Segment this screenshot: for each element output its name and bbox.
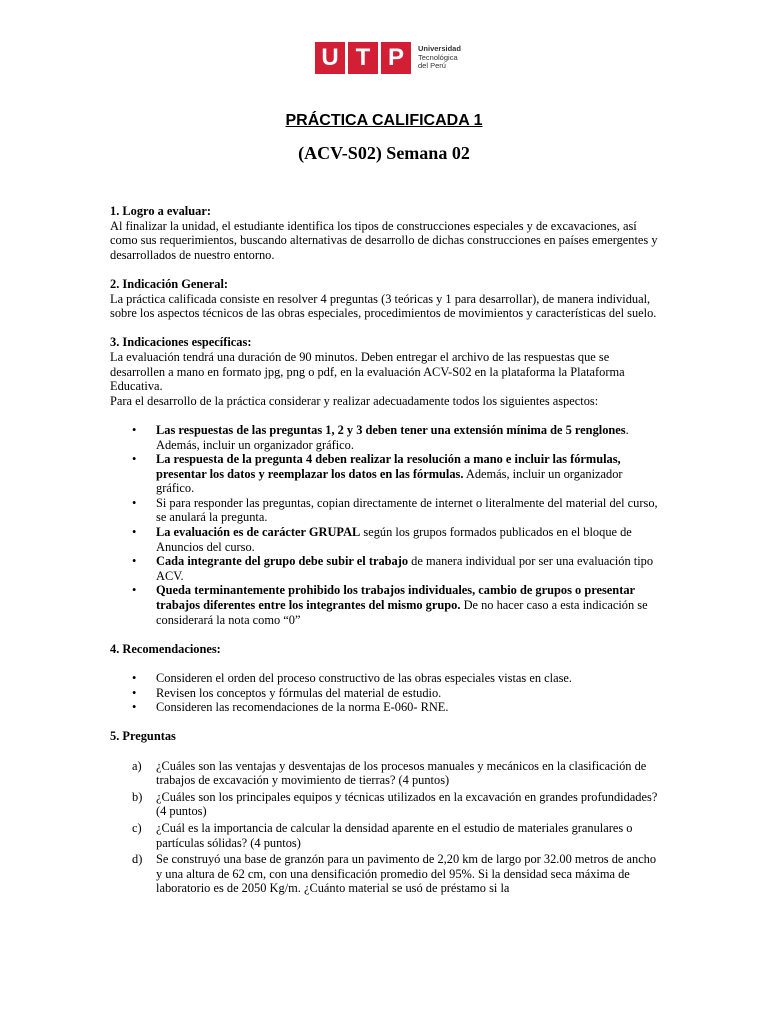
bullet-text: Si para responder las preguntas, copian directamente de internet o literalmente del material del curso, se anulará la pregunta. [156,495,658,525]
section-3-body-1: La evaluación tendrá una duración de 90 minutos. Deben entregar el archivo de las respuestas que se desarrollen a mano en formato jpg, png o pdf, en la evaluación ACV-S02 en la plataforma la Plataforma Educativa. [110,349,625,394]
list-item [132,496,660,525]
bullet-bold-text: La evaluación es de carácter GRUPAL [156,525,361,540]
question-item [132,821,660,850]
list-item [132,452,660,496]
logo-institution-name [418,45,461,70]
question-label: b) [132,789,143,804]
bullet-bold-text: Cada integrante del grupo debe subir el trabajo [156,554,409,569]
section-1-heading: 1. Logro a evaluar: [110,204,211,218]
utp-logo [315,42,461,74]
list-item [132,583,660,627]
logo-letter-p: P [381,42,411,74]
bullet-bold-text: Las respuestas de las preguntas 1, 2 y 3 deben tener una extensión mínima de 5 renglones [156,422,626,437]
document-title: PRÁCTICA CALIFICADA 1 [285,112,483,129]
logo-letter-t: T [348,42,378,74]
section-3-bullet-list [132,423,660,627]
bullet-text: Además, incluir un organizador gráfico. [156,466,623,496]
question-text: ¿Cuáles son los principales equipos y técnicas utilizados en la excavación en grandes profundidades? (4 puntos) [156,789,658,819]
question-label: a) [132,758,142,773]
question-item [132,790,660,819]
bullet-bold-text: La respuesta de la pregunta 4 deben realizar la resolución a mano e incluir las fórmulas, presentar los datos y reemplazar los datos en las fórmulas. [156,452,621,481]
question-label: d) [132,852,143,867]
list-item [132,525,660,554]
logo-text-line-1: Universidad [418,44,461,54]
question-text: ¿Cuál es la importancia de calcular la densidad aparente en el estudio de materiales granulares o partículas sólidas? (4 puntos) [156,820,633,850]
list-item [132,554,660,583]
bullet-text: . Además, incluir un organizador gráfico. [156,422,629,452]
section-4-bullet-list [132,671,660,715]
logo-letter-u: U [315,42,345,74]
bullet-text: según los grupos formados publicados en el bloque de Anuncios del curso. [156,525,632,554]
question-text: ¿Cuáles son las ventajas y desventajas de los procesos manuales y mecánicos en la clasificación de trabajos de excavación y movimiento de tierras? (4 puntos) [156,758,647,788]
logo-text-line-2: Tecnológica [418,52,458,62]
section-3-heading: 3. Indicaciones específicas: [110,335,252,350]
section-4-heading: 4. Recomendaciones: [110,641,221,656]
bullet-text: de manera individual por ser una evaluación tipo ACV. [156,554,654,583]
question-label: c) [132,820,142,835]
question-item [132,852,660,896]
bullet-text: De no hacer caso a esta indicación se considerará la nota como “0” [156,598,648,627]
list-item: • Consideren las recomendaciones de la norma E-060- RNE. [132,700,660,715]
questions-list [132,759,660,896]
question-item [132,759,660,788]
section-2-heading: 2. Indicación General: [110,276,229,291]
document-body [110,204,660,898]
logo-text-line-3: del Perú [418,61,446,71]
bullet-bold-text: Queda terminantemente prohibido los trabajos individuales, cambio de grupos o presentar trabajos diferentes entre los integrantes del mismo grupo. [156,583,635,613]
list-item: • Consideren el orden del proceso constructivo de las obras especiales vistas en clase. [132,671,660,686]
section-1-body: Al finalizar la unidad, el estudiante identifica los tipos de construcciones especiales y de excavaciones, así como sus requerimientos, buscando alternativas de desarrollo de dichas construcciones en países emergentes y desarrollados de nuestro entorno. [110,218,658,262]
list-item [132,423,660,452]
section-5-heading: 5. Preguntas [110,729,176,744]
document-subtitle: (ACV-S02) Semana 02 [298,143,470,163]
list-item: • Revisen los conceptos y fórmulas del material de estudio. [132,686,660,701]
question-text: Se construyó una base de granzón para un pavimento de 2,20 km de largo por 32.00 metros de ancho y una altura de 62 cm, con una densificación promedio del 95%. Si la densidad seca máxima de laboratorio es de 2050 Kg/m. ¿Cuánto material se usó de préstamo si la [156,852,657,896]
section-3-body-2: Para el desarrollo de la práctica considerar y realizar adecuadamente todos los siguientes aspectos: [110,393,599,408]
section-2-body: La práctica calificada consiste en resolver 4 preguntas (3 teóricas y 1 para desarrollar), de manera individual, sobre los aspectos técnicos de las obras especiales, procedimientos de movimientos y características del suelo. [110,291,657,321]
